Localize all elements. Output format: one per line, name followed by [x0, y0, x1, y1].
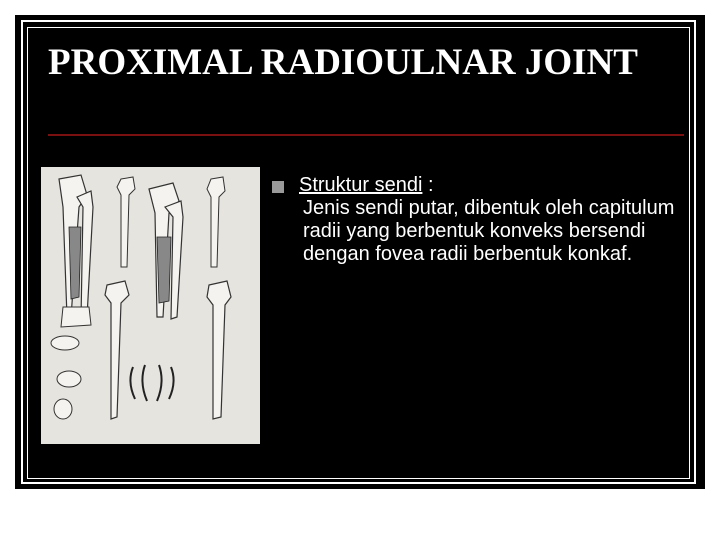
slide-title: PROXIMAL RADIOULNAR JOINT: [48, 42, 638, 83]
bullet-content: [299, 174, 699, 266]
bone-illustration: [41, 167, 260, 444]
bullet-body: Jenis sendi putar, dibentuk oleh capitulum radii yang berbentuk konveks bersendi dengan fovea radii berbentuk konkaf.: [303, 197, 675, 265]
bullet-heading-line: [299, 174, 699, 197]
bullet-square-icon: [272, 181, 284, 193]
forearm-bones-drawing: [41, 167, 260, 444]
bullet-separator: :: [422, 174, 434, 196]
title-divider: [48, 134, 684, 136]
bullet-heading: Struktur sendi: [299, 174, 423, 196]
